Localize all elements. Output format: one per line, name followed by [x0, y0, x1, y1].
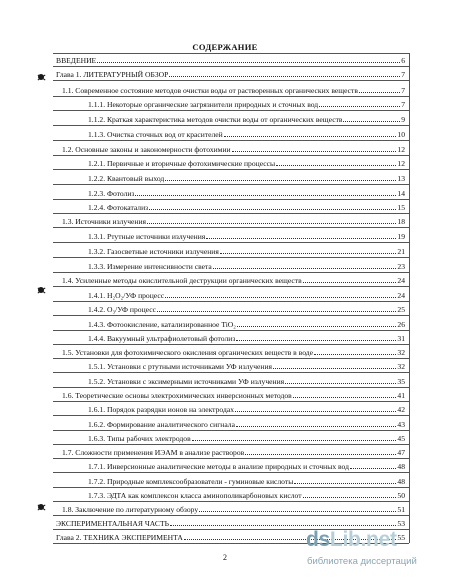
table-rule — [53, 213, 409, 214]
toc-entry-page: 15 — [397, 203, 405, 212]
toc-entry-title: 1.1.1. Некоторые органические загрязнители природных и сточных вод — [88, 100, 319, 109]
toc-entry — [88, 489, 405, 500]
toc-entry-title: 1.3. Источники излучения — [62, 217, 147, 226]
toc-entry-page: 51 — [397, 505, 405, 514]
toc-entry-title: 1.7.2. Природные комплексообразователи - гуминовые кислоты — [88, 477, 294, 486]
toc-entry — [88, 172, 405, 183]
toc-entry-page: 6 — [401, 56, 405, 65]
toc-leader-dots — [314, 353, 396, 355]
toc-entry — [56, 68, 405, 79]
toc-entry — [88, 375, 405, 386]
toc-entry-title: 1.1.3. Очистка сточных вод от красителей — [88, 130, 223, 139]
toc-entry-title: 1.8. Заключение по литературному обзору — [62, 505, 199, 514]
toc-entry-title: 1.1. Современное состояние методов очистки воды от растворенных органических веществ — [62, 86, 358, 95]
table-rule — [53, 344, 409, 345]
toc-entry — [62, 389, 405, 400]
toc-entry — [62, 446, 405, 457]
toc-entry-page: 13 — [397, 174, 405, 183]
toc-entry-page: 55 — [397, 533, 405, 542]
toc-entry — [62, 84, 405, 95]
toc-entry — [88, 403, 405, 414]
toc-entry-page: 9 — [401, 115, 405, 124]
table-rule — [53, 227, 409, 228]
margin-mark-icon — [38, 74, 44, 80]
toc-leader-dots — [236, 425, 396, 427]
table-rule — [53, 110, 409, 111]
table-rule — [53, 272, 409, 273]
toc-entry-title: 1.7. Сложности применения ИЭАМ в анализе растворов — [62, 448, 245, 457]
toc-entry-title: 1.2.2. Квантовый выход — [88, 174, 165, 183]
table-rule — [53, 301, 409, 302]
toc-entry-page: 35 — [397, 377, 405, 386]
toc-leader-dots — [165, 296, 396, 298]
table-rule — [53, 487, 409, 488]
page-title: СОДЕРЖАНИЕ — [192, 42, 258, 52]
table-rule — [53, 415, 409, 416]
toc-entry-title: ЭКСПЕРИМЕНТАЛЬНАЯ ЧАСТЬ — [56, 519, 169, 528]
toc-entry-title: 1.6. Теоретические основы электрохимических инверсионных методов — [62, 391, 292, 400]
toc-entry — [88, 157, 405, 168]
toc-entry-page: 53 — [397, 519, 405, 528]
toc-leader-dots — [232, 150, 397, 152]
toc-entry-title: 1.5.1. Установки с ртутными источниками УФ излучения — [88, 362, 273, 371]
toc-entry — [88, 187, 405, 198]
toc-entry — [88, 230, 405, 241]
toc-leader-dots — [285, 382, 396, 384]
toc-entry — [88, 289, 405, 300]
toc-entry — [88, 460, 405, 471]
toc-entry-page: 7 — [401, 70, 405, 79]
watermark-tagline: библиотека диссертаций — [307, 556, 417, 567]
margin-mark-icon — [38, 504, 44, 510]
table-rule — [53, 358, 409, 359]
toc-entry-page: 7 — [401, 100, 405, 109]
toc-entry-title: 1.3.2. Газосветные источники излучения — [88, 247, 219, 256]
toc-entry — [62, 346, 405, 357]
toc-entry-page: 42 — [397, 405, 405, 414]
toc-entry-title: 1.4. Усиленные методы окислительной деструкции органических веществ — [62, 276, 302, 285]
table-rule — [53, 169, 409, 170]
table-rule — [53, 315, 409, 316]
toc-entry-page: 12 — [397, 159, 405, 168]
toc-leader-dots — [276, 164, 396, 166]
watermark-brand-prefix: ds — [306, 528, 330, 551]
toc-entry — [56, 54, 405, 65]
table-rule — [53, 140, 409, 141]
toc-entry-title: 1.5.2. Установки с эксимерными источниками УФ излучения — [88, 377, 285, 386]
table-rule — [53, 515, 409, 516]
toc-entry-page: 43 — [397, 420, 405, 429]
toc-entry-title: 1.2.3. Фотолиз — [88, 189, 135, 198]
table-rule — [53, 257, 409, 258]
table-rule — [53, 53, 409, 54]
toc-entry-page: 41 — [397, 391, 405, 400]
toc-entry — [56, 517, 405, 528]
toc-entry-title: 1.3.1. Ртутные источники излучения — [88, 232, 206, 241]
table-rule — [53, 387, 409, 388]
toc-leader-dots — [319, 105, 400, 107]
toc-entry-title: 1.7.3. ЭДТА как комплексон класса аминополикарбоновых кислот — [88, 491, 302, 500]
watermark-brand-suffix: Lib.net — [329, 528, 397, 551]
table-rule — [53, 66, 409, 67]
toc-leader-dots — [199, 510, 396, 512]
toc-leader-dots — [343, 120, 400, 122]
toc-leader-dots — [359, 91, 400, 93]
toc-entry-page: 50 — [397, 491, 405, 500]
toc-leader-dots — [206, 237, 396, 239]
toc-leader-dots — [237, 325, 396, 327]
toc-leader-dots — [303, 496, 397, 498]
page-number: 2 — [223, 553, 227, 562]
table-rule — [53, 430, 409, 431]
toc-entry-page: 32 — [397, 348, 405, 357]
toc-entry-page: 14 — [397, 189, 405, 198]
toc-entry-page: 12 — [397, 145, 405, 154]
table-rule — [53, 155, 409, 156]
table-rule — [53, 96, 409, 97]
toc-entry-page: 24 — [397, 276, 405, 285]
table-rule — [53, 125, 409, 126]
toc-entry-title: ВВЕДЕНИЕ — [56, 56, 97, 65]
toc-entry — [88, 475, 405, 486]
toc-entry-page: 26 — [397, 320, 405, 329]
toc-entry — [88, 201, 405, 212]
toc-leader-dots — [213, 267, 397, 269]
toc-entry — [62, 503, 405, 514]
toc-entry-page: 24 — [397, 291, 405, 300]
toc-entry — [88, 245, 405, 256]
table-rule — [53, 372, 409, 373]
table-rule — [53, 472, 409, 473]
toc-entry-title: 1.4.4. Вакуумный ультрафиолетовый фотолиз — [88, 334, 236, 343]
toc-entry-title: Глава 2. ТЕХНИКА ЭКСПЕРИМЕНТА — [56, 533, 183, 542]
toc-entry-page: 47 — [397, 448, 405, 457]
toc-entry-title: 1.6.1. Порядок разрядки ионов на электродах — [88, 405, 235, 414]
toc-leader-dots — [165, 179, 396, 181]
toc-leader-dots — [224, 135, 397, 137]
toc-entry — [88, 432, 405, 443]
toc-leader-dots — [147, 222, 396, 224]
table-rule — [53, 330, 409, 331]
toc-entry — [88, 128, 405, 139]
table-rule — [53, 242, 409, 243]
toc-entry — [62, 143, 405, 154]
watermark-brand — [306, 528, 397, 552]
toc-leader-dots — [294, 482, 396, 484]
toc-leader-dots — [157, 310, 396, 312]
toc-entry — [88, 332, 405, 343]
toc-leader-dots — [169, 75, 400, 77]
toc-leader-dots — [220, 252, 397, 254]
toc-entry-page: 21 — [397, 247, 405, 256]
toc-entry-page: 18 — [397, 217, 405, 226]
toc-leader-dots — [273, 367, 396, 369]
toc-entry — [62, 215, 405, 226]
toc-entry-page: 48 — [397, 477, 405, 486]
toc-leader-dots — [170, 524, 396, 526]
toc-leader-dots — [350, 467, 396, 469]
toc-entry-title: 1.1.2. Краткая характеристика методов очистки воды от органических веществ — [88, 115, 343, 124]
toc-entry — [88, 318, 405, 329]
toc-entry-title: 1.6.2. Формирование аналитического сигнала — [88, 420, 235, 429]
toc-entry — [88, 260, 405, 271]
toc-leader-dots — [235, 410, 396, 412]
toc-entry-page: 23 — [397, 262, 405, 271]
toc-leader-dots — [135, 194, 396, 196]
toc-entry-title: 1.5. Установки для фотохимического окисления органических веществ в воде — [62, 348, 314, 357]
toc-leader-dots — [149, 208, 396, 210]
toc-entry-title: 1.2.4. Фотокатализ — [88, 203, 149, 212]
toc-entry-title: Глава 1. ЛИТЕРАТУРНЫЙ ОБЗОР — [56, 70, 169, 79]
toc-entry-title: 1.6.3. Типы рабочих электродов — [88, 434, 191, 443]
table-rule — [53, 458, 409, 459]
toc-entry — [88, 418, 405, 429]
toc-entry — [62, 274, 405, 285]
toc-entry-title: 1.4.1. H₂O₂/УФ процесс — [88, 291, 165, 300]
table-rule — [53, 184, 409, 185]
toc-entry-page: 48 — [397, 462, 405, 471]
toc-leader-dots — [293, 396, 397, 398]
toc-entry-title: 1.3.3. Измерение интенсивности света — [88, 262, 212, 271]
toc-entry — [88, 360, 405, 371]
watermark-logo — [306, 528, 446, 576]
toc-leader-dots — [245, 453, 396, 455]
toc-leader-dots — [236, 339, 396, 341]
toc-leader-dots — [192, 439, 397, 441]
toc-entry-title: 1.4.2. O₃/УФ процесс — [88, 305, 156, 314]
toc-entry-page: 7 — [401, 86, 405, 95]
table-rule — [53, 286, 409, 287]
table-border — [409, 53, 410, 543]
toc-entry-title: 1.2. Основные законы и закономерности фотохимии — [62, 145, 231, 154]
toc-entry-page: 45 — [397, 434, 405, 443]
toc-entry-page: 25 — [397, 305, 405, 314]
toc-entry-page: 32 — [397, 362, 405, 371]
table-rule — [53, 401, 409, 402]
toc-entry-page: 10 — [397, 130, 405, 139]
toc-entry-page: 19 — [397, 232, 405, 241]
table-rule — [53, 80, 409, 81]
toc-entry — [88, 98, 405, 109]
toc-entry — [88, 303, 405, 314]
toc-entry-title: 1.2.1. Первичные и вторичные фотохимические процессы — [88, 159, 276, 168]
table-rule — [53, 501, 409, 502]
toc-entry-title: 1.4.3. Фотоокисление, катализированное TiO₂ — [88, 320, 236, 329]
margin-mark-icon — [38, 287, 44, 293]
toc-entry-title: 1.7.1. Инверсионные аналитические методы в анализе природных и сточных вод — [88, 462, 349, 471]
toc-leader-dots — [303, 281, 397, 283]
table-rule — [53, 444, 409, 445]
toc-entry — [88, 113, 405, 124]
toc-leader-dots — [97, 61, 400, 63]
toc-entry-page: 31 — [397, 334, 405, 343]
table-rule — [53, 199, 409, 200]
